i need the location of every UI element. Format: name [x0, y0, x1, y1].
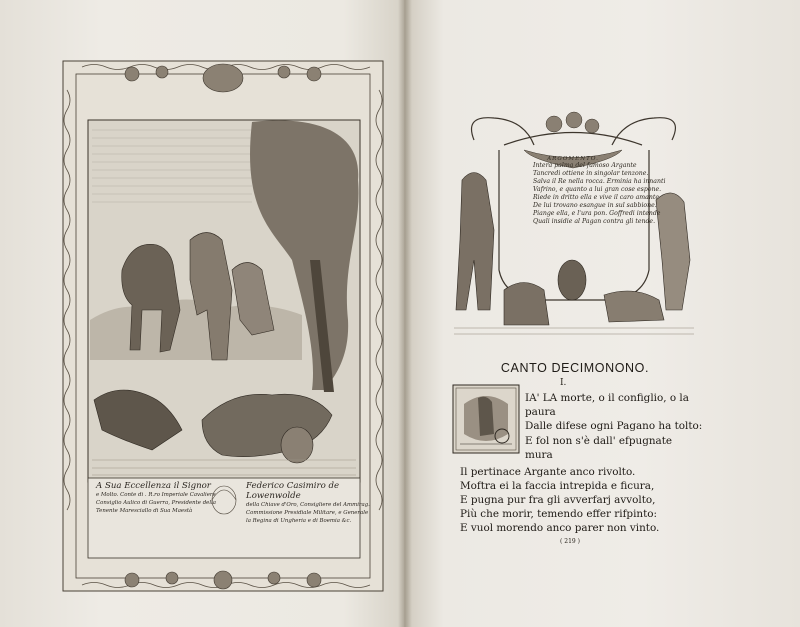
argument-cartouche	[444, 110, 702, 346]
argomento-line: Piange ella, e l'ura pon. Goffredi intende	[533, 210, 661, 217]
argomento-heading: ARGOMENTO.	[547, 156, 599, 162]
dedication-right-title: Federico Casimiro de Lowenwolde	[246, 481, 340, 501]
dedication-right	[246, 481, 372, 526]
verse-line: IA' LA morte, o il configlio, o la	[525, 392, 689, 404]
argomento-line: Vafrino, e quanto a lui gran cose espone.	[533, 186, 662, 193]
dedication-left	[96, 481, 222, 516]
verse-line: Il pertinace Argante anco rivolto.	[460, 466, 636, 478]
decorated-initial	[452, 384, 520, 454]
dedication-left-line: Consiglio Aulico di Guerra, Presidente della	[96, 500, 217, 507]
verse-line: E pugna pur fra gli avverfarj avvolto,	[460, 494, 656, 506]
argomento-line: Riede in dritto ella e vive il caro amante	[533, 194, 659, 201]
verse-line: Moftra ei la faccia intrepida e ficura,	[460, 480, 655, 492]
argomento-line: Salva il Re nella rocca. Erminia ha innanti	[533, 178, 666, 185]
argomento-line: Tancredi ottiene in singolar tenzone.	[533, 170, 649, 177]
argomento-line: De lui trovano esangue in sul sabbione.	[533, 202, 657, 209]
argomento-line: Intera palma del famoso Argante	[533, 162, 637, 169]
dedication-right-line: della Chiave d'Oro, Consigliere del Ammirag.	[246, 502, 370, 508]
ornamental-cartouche-icon	[444, 110, 702, 346]
decorated-initial-icon	[452, 384, 520, 454]
book-gutter	[398, 0, 412, 627]
argomento-line: Quali insidie al Pagan contra gli tende.	[533, 218, 656, 225]
dedication-right-line: Commissione Presidiale Militare, e Generale	[246, 510, 369, 517]
page-number: ( 219 )	[560, 538, 580, 545]
dedication-left-title: A Sua Eccellenza il Signor	[96, 481, 211, 491]
verse-line: Più che morir, temendo effer rifpinto:	[460, 508, 658, 520]
verse-line: Dalle difese ogni Pagano ha tolto:	[525, 420, 703, 432]
dedication-right-line: la Regina di Ungheria e di Boemia &c.	[246, 518, 352, 525]
verse-line: E fol non s'è dall' efpugnate	[525, 435, 673, 447]
verse-line: paura	[525, 406, 556, 418]
plate-dedication	[92, 481, 370, 555]
verse-line: mura	[525, 449, 553, 461]
dedication-left-line: e Molto. Conte di . R.ro Imperiale Cavaliere	[96, 492, 216, 498]
canto-title: CANTO DECIMONONO.	[500, 361, 650, 375]
dedication-left-line: Tenente Maresciallo di Sua Maestà	[96, 508, 193, 515]
verse-line: E vuol morendo anco parer non vinto.	[460, 522, 660, 534]
stanza-number: I.	[560, 378, 567, 388]
argomento-text	[533, 156, 668, 226]
